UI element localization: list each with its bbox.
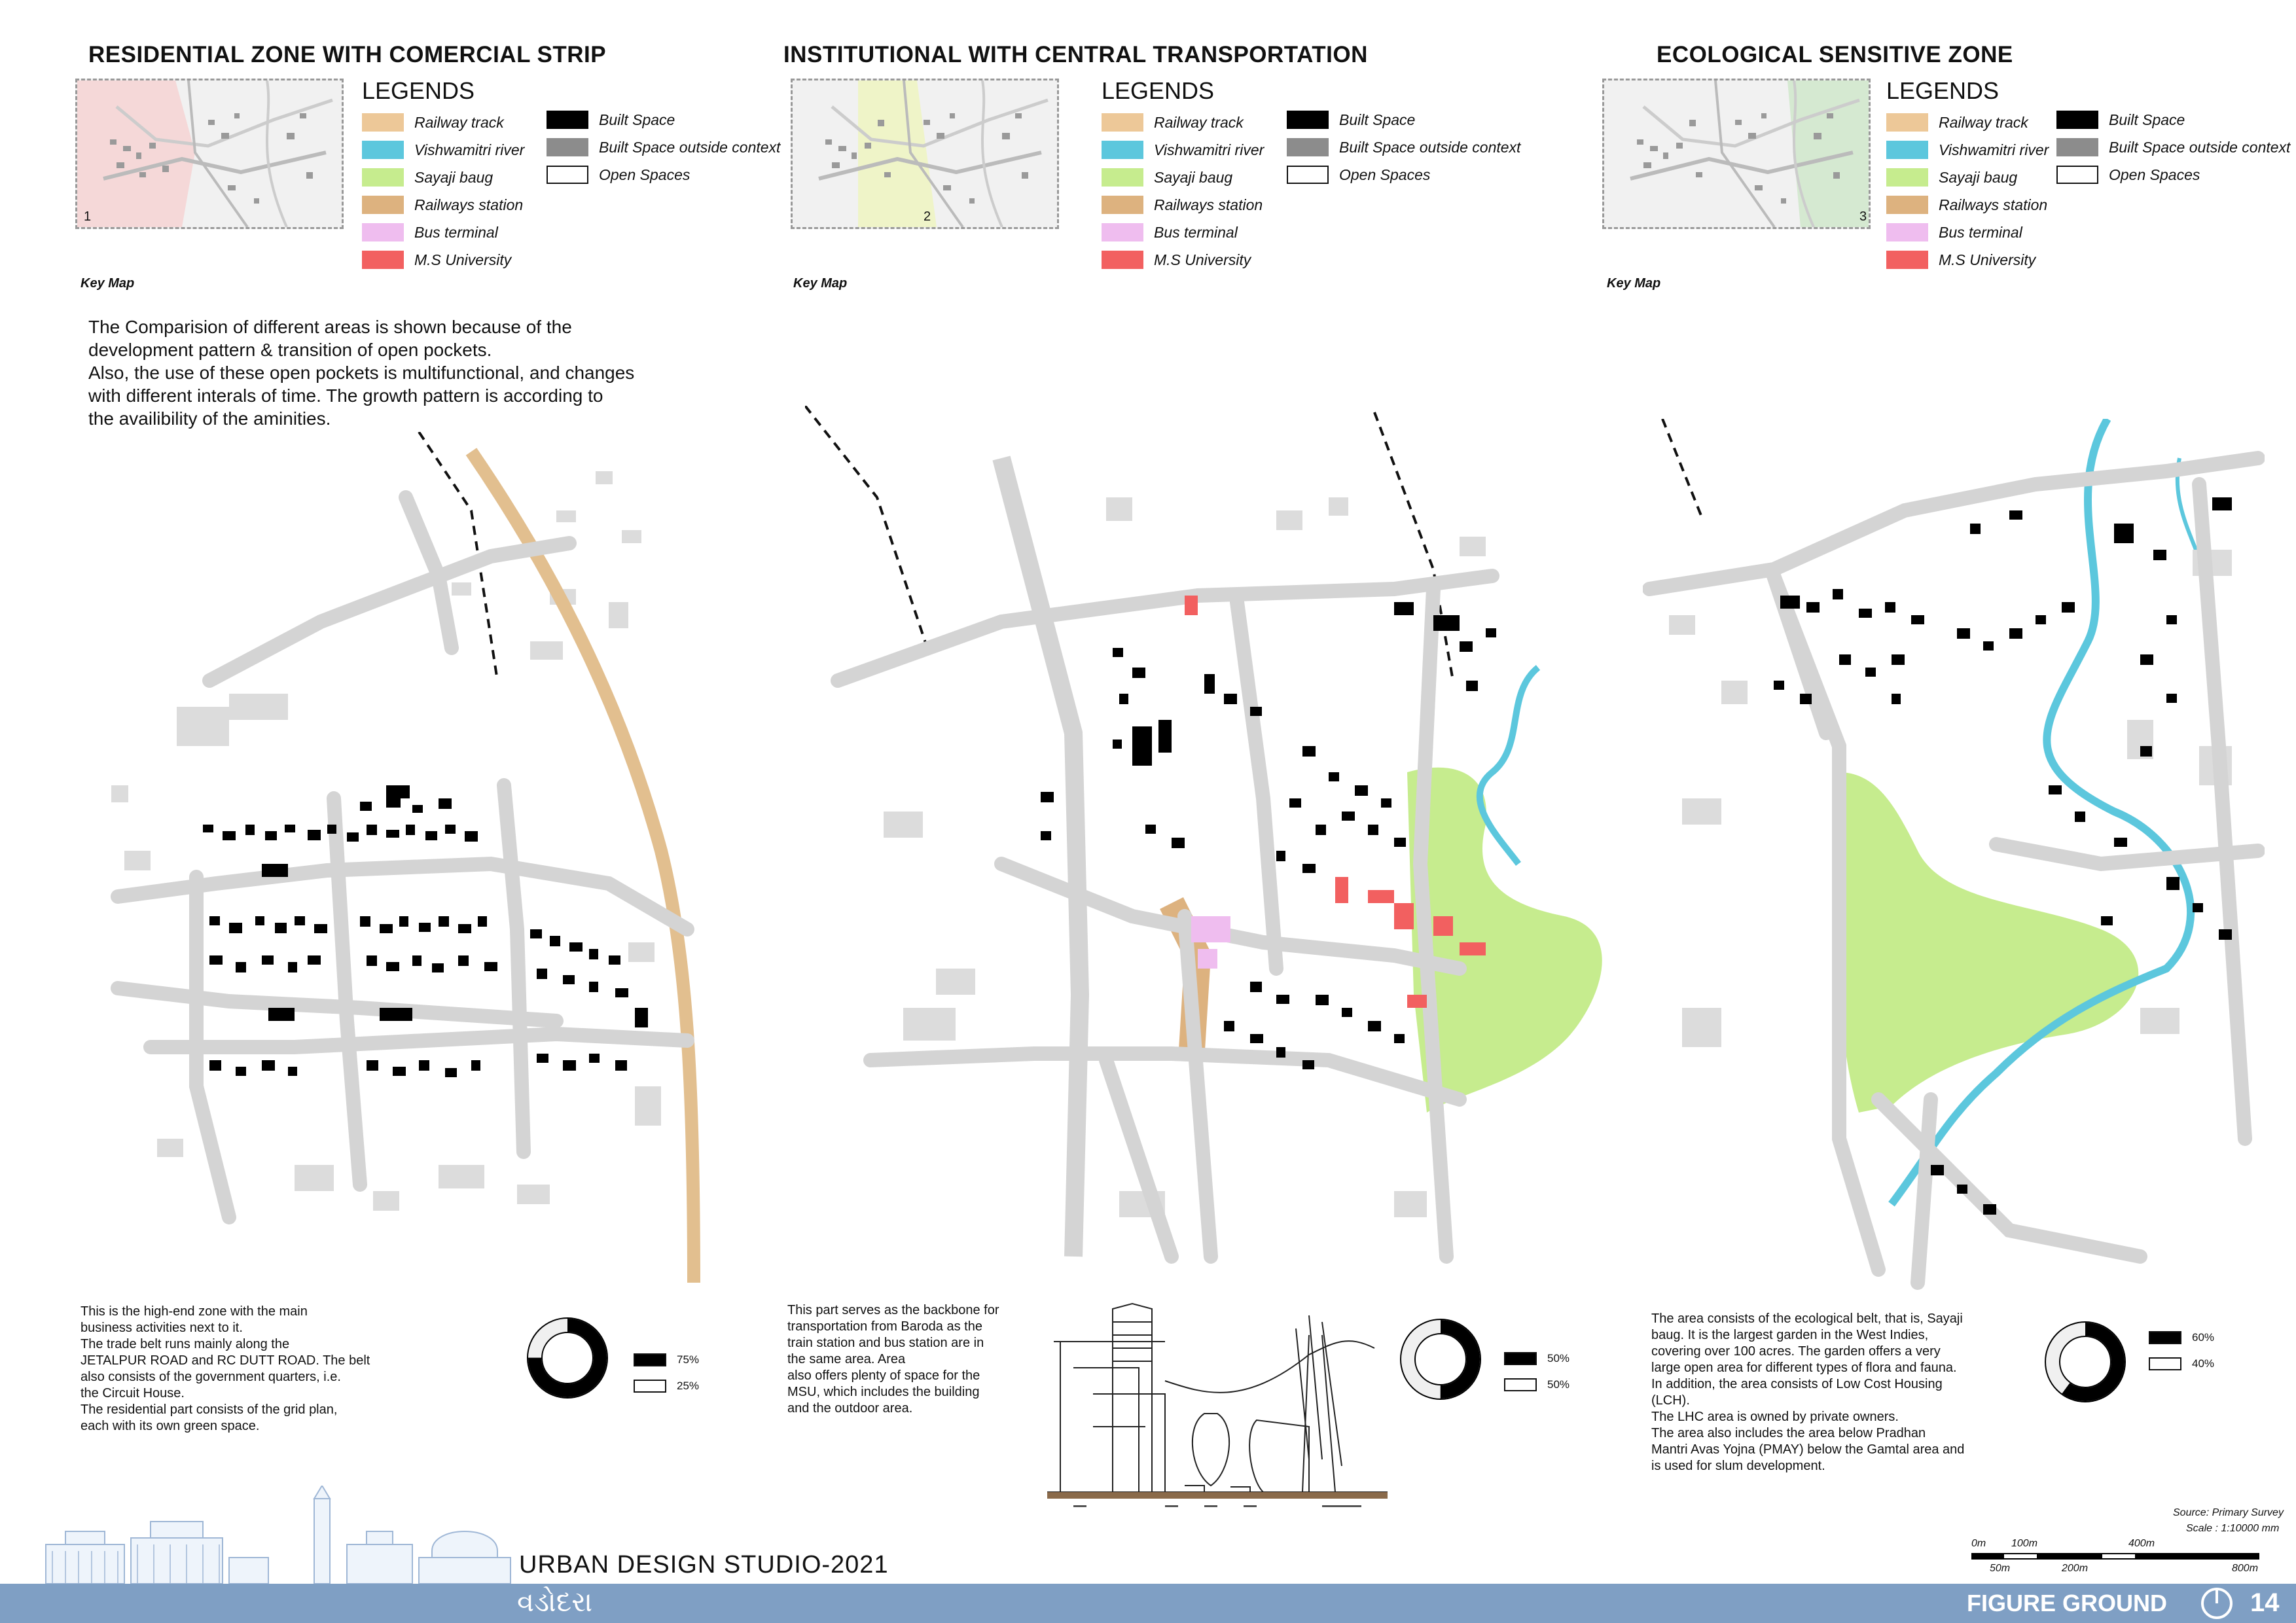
scale-label-800: 800m bbox=[2232, 1563, 2259, 1574]
legend-3-heading: LEGENDS bbox=[1886, 77, 2000, 104]
legend-2-railway-track: Railway track bbox=[1102, 113, 1244, 132]
legend-3-built-outside: Built Space outside context bbox=[2056, 137, 2290, 157]
legend-3-bus-terminal: Bus terminal bbox=[1886, 223, 2022, 242]
legend-3-railway-station: Railways station bbox=[1886, 195, 2047, 215]
scale-label-200: 200m bbox=[2062, 1563, 2089, 1574]
figure-ground-map-1 bbox=[98, 432, 726, 1296]
studio-title: URBAN DESIGN STUDIO-2021 bbox=[519, 1551, 889, 1578]
legend-2-railway-station: Railways station bbox=[1102, 195, 1263, 215]
legend-3-open-spaces: Open Spaces bbox=[2056, 165, 2200, 185]
legend-3-railway-track: Railway track bbox=[1886, 113, 2028, 132]
scale-ratio: Scale : 1:10000 mm bbox=[2186, 1523, 2280, 1534]
donut-3-legend-open: 40% bbox=[2149, 1357, 2214, 1370]
figure-ground-map-3 bbox=[1643, 419, 2265, 1296]
key-map-3 bbox=[1602, 79, 1871, 229]
panel-2-title: INSTITUTIONAL WITH CENTRAL TRANSPORTATION bbox=[783, 42, 1368, 67]
key-map-1-label: Key Map bbox=[81, 276, 135, 291]
legend-2-sayaji-baug: Sayaji baug bbox=[1102, 168, 1232, 187]
legend-1-bus-terminal: Bus terminal bbox=[362, 223, 498, 242]
legend-2-built-outside: Built Space outside context bbox=[1287, 137, 1520, 157]
legend-1-open-spaces: Open Spaces bbox=[547, 165, 690, 185]
key-map-2-number: 2 bbox=[924, 209, 931, 224]
legend-3-river: Vishwamitri river bbox=[1886, 140, 2049, 160]
legend-2-university: M.S University bbox=[1102, 250, 1251, 270]
city-name: વડોદરા bbox=[517, 1586, 593, 1618]
scale-label-50: 50m bbox=[1990, 1563, 2011, 1574]
elevation-sketch bbox=[1034, 1296, 1401, 1531]
legend-3-sayaji-baug: Sayaji baug bbox=[1886, 168, 2017, 187]
panel-3-title: ECOLOGICAL SENSITIVE ZONE bbox=[1657, 42, 2013, 67]
scale-label-0: 0m bbox=[1971, 1538, 1986, 1549]
legend-2-river: Vishwamitri river bbox=[1102, 140, 1264, 160]
legend-2-open-spaces: Open Spaces bbox=[1287, 165, 1430, 185]
legend-1-railway-track: Railway track bbox=[362, 113, 504, 132]
key-map-1-number: 1 bbox=[84, 209, 92, 224]
key-map-3-graphic bbox=[1604, 80, 1869, 227]
intro-text: The Comparision of different areas is shown because of the development pattern & transition of open pockets. Also, the use of these open pockets is multifunctional, and changes with different interals of time. The growth pattern is according to the availibility of the aminities. bbox=[88, 317, 635, 429]
legend-2-bus-terminal: Bus terminal bbox=[1102, 223, 1238, 242]
donut-2-legend-open: 50% bbox=[1504, 1378, 1570, 1391]
donut-chart-1 bbox=[524, 1314, 611, 1402]
donut-chart-3 bbox=[2041, 1318, 2129, 1406]
legend-3-built-space: Built Space bbox=[2056, 110, 2185, 130]
legend-1-university: M.S University bbox=[362, 250, 511, 270]
donut-3-legend-built: 60% bbox=[2149, 1331, 2214, 1344]
page-number: 14 bbox=[2250, 1588, 2280, 1617]
legend-1-sayaji-baug: Sayaji baug bbox=[362, 168, 493, 187]
panel-2-description: This part serves as the backbone for transportation from Baroda as the train station and bus station are in the same area. Area also offers plenty of space for the MSU, which includes the building and the outdoor area. bbox=[787, 1303, 999, 1416]
source-note: Source: Primary Survey bbox=[2173, 1507, 2284, 1518]
donut-1-legend-built: 75% bbox=[634, 1353, 699, 1366]
legend-1-railway-station: Railways station bbox=[362, 195, 523, 215]
figure-ground-map-2 bbox=[805, 406, 1636, 1296]
key-map-2 bbox=[791, 79, 1059, 229]
scale-label-100: 100m bbox=[2011, 1538, 2038, 1549]
key-map-2-graphic bbox=[793, 80, 1057, 227]
legend-2-built-space: Built Space bbox=[1287, 110, 1415, 130]
donut-1-legend-open: 25% bbox=[634, 1380, 699, 1393]
donut-2-legend-built: 50% bbox=[1504, 1352, 1570, 1365]
key-map-1 bbox=[75, 79, 344, 229]
legend-1-built-space: Built Space bbox=[547, 110, 675, 130]
key-map-3-label: Key Map bbox=[1607, 276, 1661, 291]
key-map-1-graphic bbox=[77, 80, 342, 227]
footer-bar bbox=[0, 1584, 2296, 1623]
city-skyline-illustration bbox=[39, 1486, 517, 1584]
panel-1-description: This is the high-end zone with the main business activities next to it. The trade belt runs mainly along the JETALPUR ROAD and RC DUTT ROAD. The belt also consists of the government quarters, i.e. the Circuit House. The residential part consists of the grid plan, each with its own green space. bbox=[81, 1304, 370, 1433]
panel-1-title: RESIDENTIAL ZONE WITH COMERCIAL STRIP bbox=[88, 42, 607, 67]
key-map-2-label: Key Map bbox=[793, 276, 848, 291]
legend-2-heading: LEGENDS bbox=[1102, 77, 1215, 104]
donut-chart-2 bbox=[1397, 1315, 1484, 1403]
legend-1-river: Vishwamitri river bbox=[362, 140, 524, 160]
scale-label-400: 400m bbox=[2128, 1538, 2155, 1549]
scale-bar bbox=[1971, 1550, 2259, 1564]
legend-1-heading: LEGENDS bbox=[362, 77, 475, 104]
legend-1-built-outside: Built Space outside context bbox=[547, 137, 780, 157]
section-title: FIGURE GROUND bbox=[1967, 1590, 2167, 1616]
legend-3-university: M.S University bbox=[1886, 250, 2036, 270]
key-map-3-number: 3 bbox=[1859, 209, 1867, 224]
compass-icon bbox=[2199, 1586, 2234, 1621]
panel-3-description: The area consists of the ecological belt, that is, Sayaji baug. It is the largest garden in the West Indies, covering over 100 acres. The garden offers a very large open area for different types of flora and fauna. In addition, the area consists of Low Cost Housing (LCH). The LHC area is owned by private owners. The area also includes the area below Pradhan Mantri Avas Yojna (PMAY) below the Gamtal area and is used for slum development. bbox=[1651, 1311, 1965, 1473]
